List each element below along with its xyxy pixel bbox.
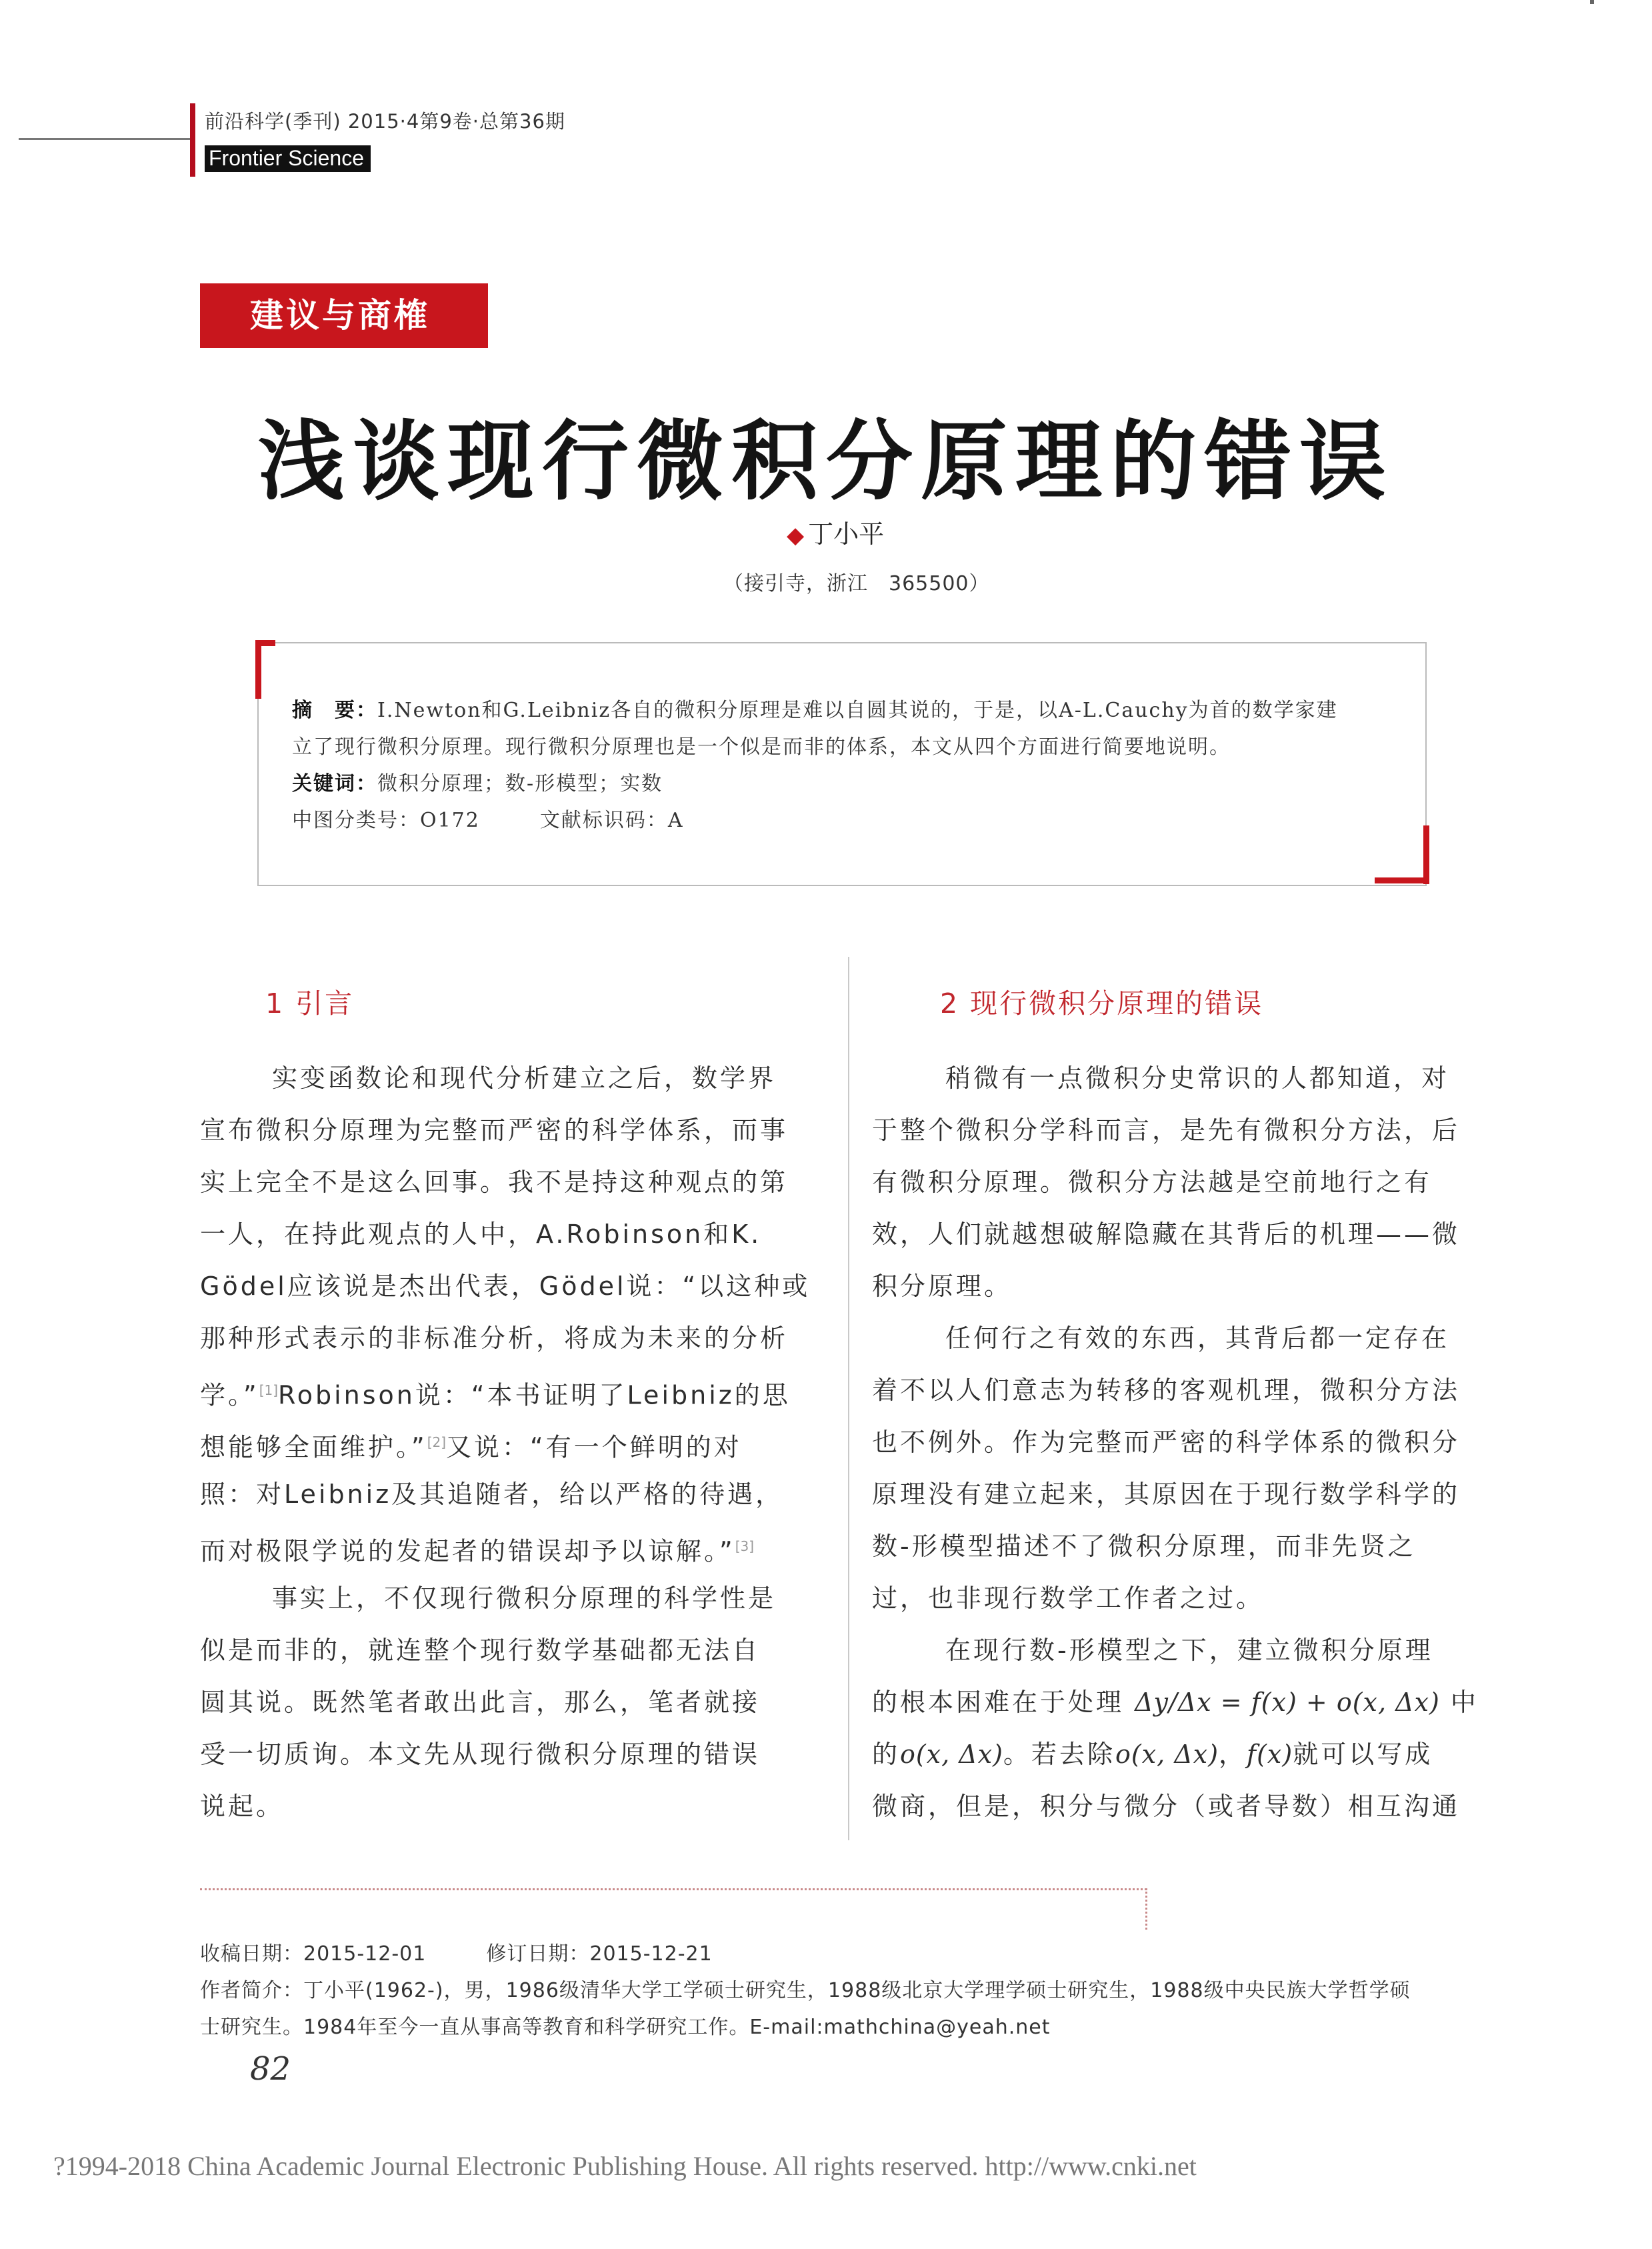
clc-value: O172 <box>420 809 480 832</box>
footnote-rule <box>200 1888 1147 1890</box>
header-rule <box>19 138 195 140</box>
doc-code-label: 文献标识码： <box>539 809 668 832</box>
s1-line-6: 那种形式表示的非标准分析，将成为未来的分析 <box>200 1324 789 1353</box>
s1-line-7-b: Robinson说：“本书证明了Leibniz的思 <box>278 1380 791 1410</box>
s1-line-4: 一人，在持此观点的人中，A.Robinson和K. <box>200 1220 762 1249</box>
s1-line-8-a: 想能够全面维护。” <box>200 1432 427 1462</box>
journal-english-name: Frontier Science <box>205 145 371 172</box>
section-2-heading: 2 现行微积分原理的错误 <box>940 987 1264 1019</box>
s2-line-9: 原理没有建立起来，其原因在于现行数学科学的 <box>872 1480 1461 1509</box>
header-accent-bar <box>190 103 195 177</box>
reference-1[interactable]: [1] <box>259 1382 279 1398</box>
formula-o-term: o(x, Δx) <box>900 1740 1004 1769</box>
s2-line-14-c: ， <box>1219 1740 1247 1769</box>
abstract-line-2: 立了现行微积分原理。现行微积分原理也是一个似是而非的体系，本文从四个方面进行简要地说明。 <box>292 735 1231 759</box>
formula-o-term-2: o(x, Δx) <box>1115 1740 1219 1769</box>
abstract-text-1: I.Newton和G.Leibniz各自的微积分原理是难以自圆其说的，于是，以A-L.Cauchy为首的数学家建 <box>377 699 1338 722</box>
s2-line-7: 着不以人们意志为转移的客观机理，微积分方法 <box>872 1376 1461 1405</box>
s1-line-10-a: 而对极限学说的发起者的错误却予以谅解。” <box>200 1536 735 1566</box>
keywords-text: 微积分原理；数-形模型；实数 <box>377 772 663 795</box>
s2-line-11: 过，也非现行数学工作者之过。 <box>872 1584 1265 1613</box>
classification-line <box>292 803 684 833</box>
abstract-box <box>257 642 1427 886</box>
s2-line-14-a: 的 <box>872 1740 901 1769</box>
s1-line-12: 似是而非的，就连整个现行数学基础都无法自 <box>200 1636 761 1665</box>
journal-info: 前沿科学(季刊) 2015·4第9卷·总第36期 <box>205 110 565 133</box>
revised-date: 修订日期：2015-12-21 <box>486 1942 713 1966</box>
s2-line-13 <box>872 1676 1479 1728</box>
abstract-line-1 <box>292 693 1338 723</box>
s2-line-14 <box>872 1728 1433 1780</box>
footnote-dates <box>200 1937 713 1966</box>
formula-f-x: f(x) <box>1247 1740 1293 1769</box>
s1-line-10 <box>200 1520 754 1578</box>
s1-line-8-b: 又说：“有一个鲜明的对 <box>446 1432 742 1462</box>
s2-line-2: 于整个微积分学科而言，是先有微积分方法，后 <box>872 1115 1461 1145</box>
s1-line-9: 照：对Leibniz及其追随者，给以严格的待遇， <box>200 1480 784 1509</box>
s2-line-1: 稍微有一点微积分史常识的人都知道，对 <box>945 1063 1450 1093</box>
clc-label: 中图分类号： <box>292 809 420 832</box>
author-name: 丁小平 <box>808 519 885 549</box>
s2-line-8: 也不例外。作为完整而严密的科学体系的微积分 <box>872 1428 1461 1457</box>
reference-2[interactable]: [2] <box>427 1434 447 1450</box>
copyright-notice: ?1994-2018 China Academic Journal Electronic Publishing House. All rights reserved. http://www.cnki.net <box>53 2151 1197 2181</box>
s2-line-10: 数-形模型描述不了微积分原理，而非先贤之 <box>872 1532 1416 1561</box>
abstract-label: 摘 要： <box>292 699 377 722</box>
s2-line-12: 在现行数-形模型之下，建立微积分原理 <box>945 1636 1433 1665</box>
footnote-rule-vertical <box>1145 1888 1147 1930</box>
keywords-line <box>292 767 663 796</box>
s2-line-13-a: 的根本困难在于处理 <box>872 1688 1125 1717</box>
received-date: 收稿日期：2015-12-01 <box>200 1942 427 1966</box>
s2-line-3: 有微积分原理。微积分方法越是空前地行之有 <box>872 1168 1433 1197</box>
abstract-corner-top-left-vertical <box>255 640 261 699</box>
affiliation: （接引寺，浙江 365500） <box>723 572 990 595</box>
corner-mark <box>1590 0 1594 4</box>
formula-difference-quotient: Δy/Δx = f(x) + o(x, Δx) <box>1135 1688 1440 1717</box>
s2-line-4: 效，人们就越想破解隐藏在其背后的机理——微 <box>872 1220 1461 1249</box>
author-bio-2: 士研究生。1984年至今一直从事高等教育和科学研究工作。E-mail:mathchina@yeah.net <box>200 2016 1051 2039</box>
doc-code-value: A <box>667 809 684 832</box>
s2-line-14-b: 。若去除 <box>1003 1740 1116 1769</box>
abstract-corner-bottom-right-vertical <box>1423 825 1429 884</box>
s1-line-8 <box>200 1416 742 1474</box>
s1-line-2: 宣布微积分原理为完整而严密的科学体系，而事 <box>200 1115 789 1145</box>
s1-line-1: 实变函数论和现代分析建立之后，数学界 <box>272 1063 777 1093</box>
author-bio-1: 作者简介：丁小平(1962-)，男，1986级清华大学工学硕士研究生，1988级北京大学理学硕士研究生，1988级中央民族大学哲学硕 <box>200 1979 1411 2002</box>
s2-line-13-b: 中 <box>1450 1688 1479 1717</box>
diamond-icon: ◆ <box>787 522 805 549</box>
s2-line-14-d: 就可以写成 <box>1293 1740 1433 1769</box>
author-line <box>787 513 884 550</box>
s2-line-15: 微商，但是，积分与微分（或者导数）相互沟通 <box>872 1792 1461 1821</box>
column-divider <box>848 957 849 1840</box>
column-tag: 建议与商榷 <box>200 283 488 348</box>
s1-line-14: 受一切质询。本文先从现行微积分原理的错误 <box>200 1740 761 1769</box>
s1-line-7 <box>200 1364 791 1422</box>
s1-line-13: 圆其说。既然笔者敢出此言，那么，笔者就接 <box>200 1688 761 1717</box>
section-1-heading: 1 引言 <box>265 987 355 1019</box>
s2-line-6: 任何行之有效的东西，其背后都一定存在 <box>945 1324 1450 1353</box>
s1-line-3: 实上完全不是这么回事。我不是持这种观点的第 <box>200 1168 789 1197</box>
keywords-label: 关键词： <box>292 772 377 795</box>
reference-3[interactable]: [3] <box>735 1538 755 1554</box>
s1-line-5: Gödel应该说是杰出代表，Gödel说：“以这种或 <box>200 1272 811 1301</box>
article-title: 浅谈现行微积分原理的错误 <box>257 411 1394 512</box>
abstract-corner-bottom-right <box>1375 877 1429 883</box>
page-number: 82 <box>250 2050 291 2088</box>
s1-line-11: 事实上，不仅现行微积分原理的科学性是 <box>272 1584 777 1613</box>
s2-line-5: 积分原理。 <box>872 1272 1013 1301</box>
s1-line-7-a: 学。” <box>200 1380 259 1410</box>
s1-line-15: 说起。 <box>200 1792 285 1821</box>
